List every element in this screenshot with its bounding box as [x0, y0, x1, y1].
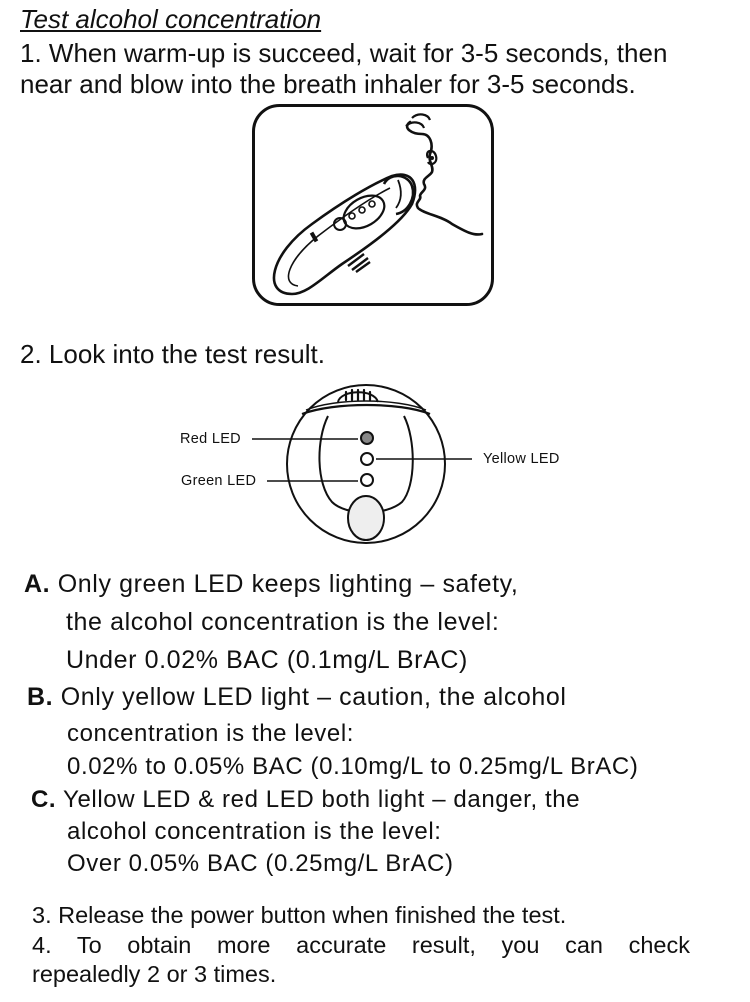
- option-a-line1: [24, 570, 518, 599]
- option-c-line3: Over 0.05% BAC (0.25mg/L BrAC): [67, 850, 454, 877]
- blow-illustration: [252, 104, 494, 306]
- step3-text: 3. Release the power button when finished the test.: [32, 902, 567, 928]
- step4-line2: repealedly 2 or 3 times.: [32, 961, 277, 987]
- yellow-led: [361, 453, 373, 465]
- option-c-text: Yellow LED & red LED both light – danger, the: [56, 786, 581, 813]
- option-a-line2: the alcohol concentration is the level:: [66, 608, 500, 636]
- option-b-line1: [27, 683, 567, 712]
- yellow-led-label: Yellow LED: [483, 451, 560, 467]
- option-b-line2: concentration is the level:: [67, 720, 355, 747]
- step1-line2: near and blow into the breath inhaler for 3-5 seconds.: [20, 69, 636, 99]
- section-heading: Test alcohol concentration: [20, 4, 322, 34]
- option-a-line3: Under 0.02% BAC (0.1mg/L BrAC): [66, 646, 468, 674]
- option-a-text: Only green LED keeps lighting – safety,: [50, 570, 519, 598]
- step4-line1: 4. To obtain more accurate result, you can check: [32, 932, 690, 958]
- green-led: [361, 474, 373, 486]
- option-a-letter: A.: [24, 570, 51, 598]
- step2-text: 2. Look into the test result.: [20, 339, 325, 369]
- option-c-letter: C.: [31, 786, 57, 813]
- green-led-label: Green LED: [181, 473, 257, 489]
- option-c-line2: alcohol concentration is the level:: [67, 818, 442, 845]
- option-c-line1: [31, 786, 580, 814]
- red-led: [361, 432, 373, 444]
- option-b-letter: B.: [27, 683, 54, 711]
- red-led-label: Red LED: [180, 431, 241, 447]
- option-b-text: Only yellow LED light – caution, the alcohol: [53, 683, 567, 711]
- option-b-line3: 0.02% to 0.05% BAC (0.10mg/L to 0.25mg/L BrAC): [67, 753, 639, 780]
- step1-line1: 1. When warm-up is succeed, wait for 3-5 seconds, then: [20, 38, 668, 68]
